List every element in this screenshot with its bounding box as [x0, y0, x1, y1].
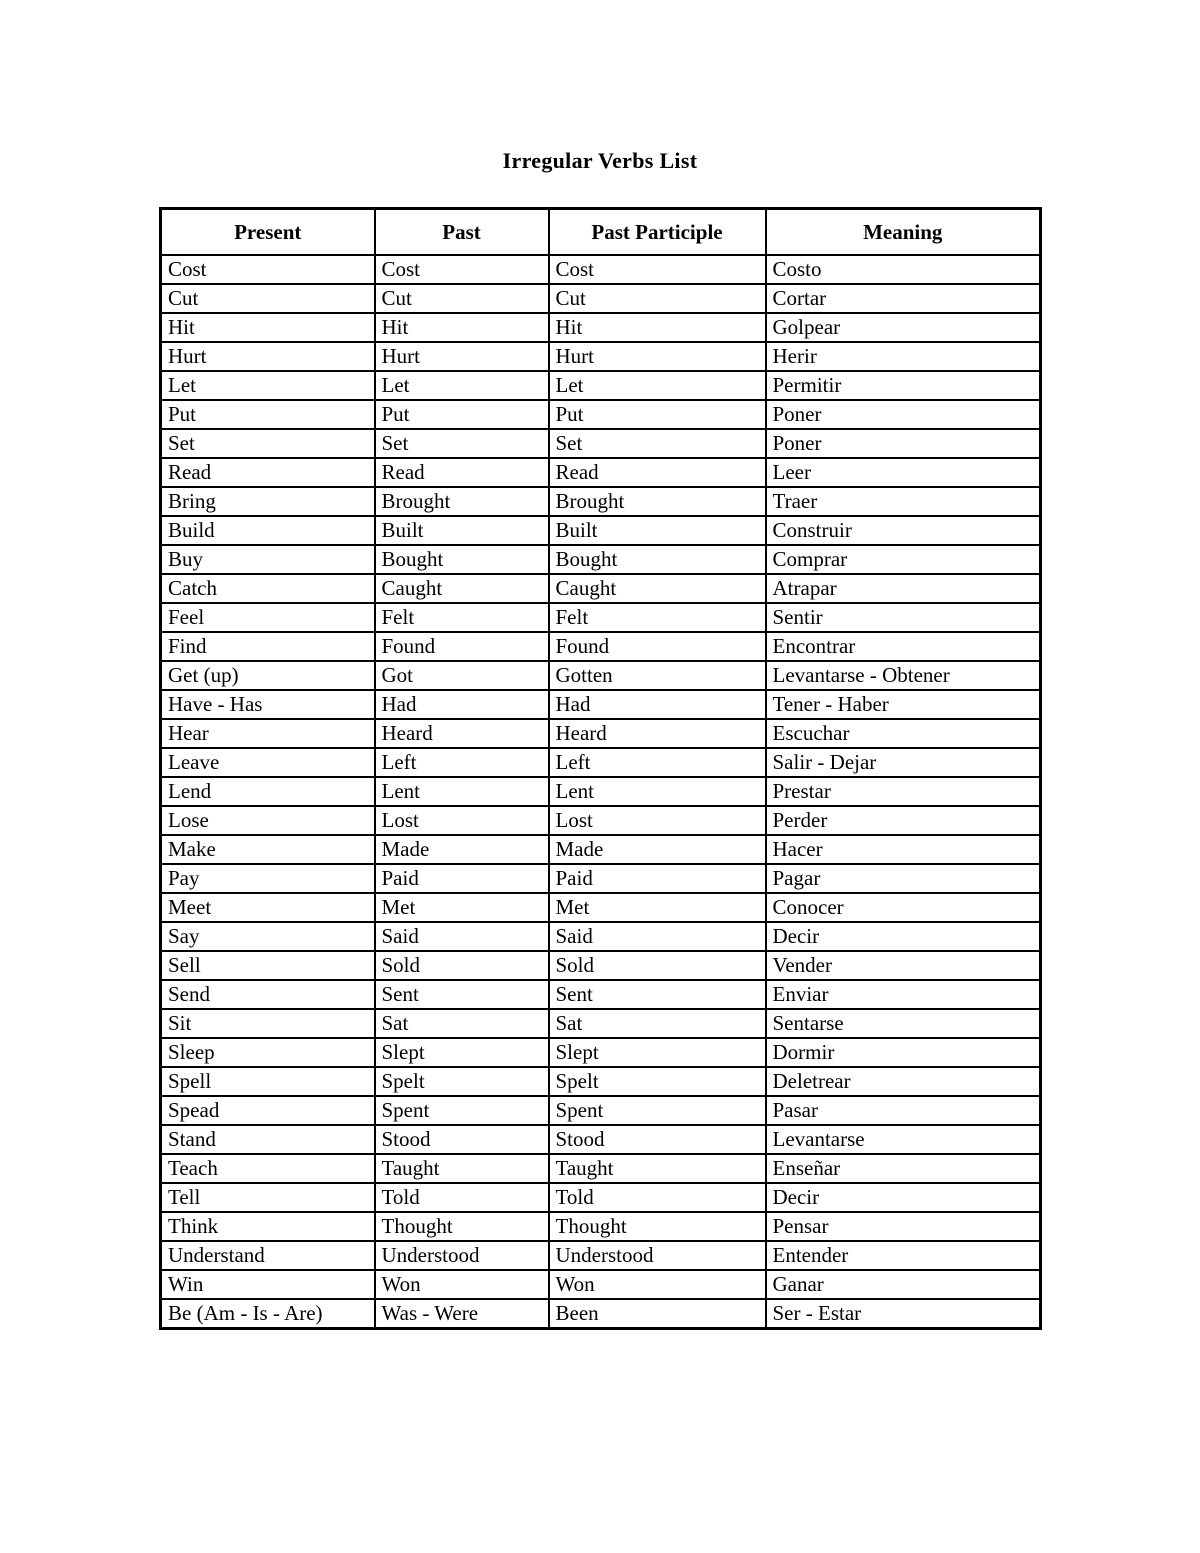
- present-cell: Spell: [161, 1067, 375, 1096]
- past-cell: Made: [375, 835, 549, 864]
- table-row: [161, 806, 1041, 835]
- table-row: [161, 864, 1041, 893]
- past-cell: Set: [375, 429, 549, 458]
- present-cell: Feel: [161, 603, 375, 632]
- table-row: [161, 661, 1041, 690]
- present-cell: Put: [161, 400, 375, 429]
- past-participle-cell: Cost: [549, 255, 766, 284]
- present-cell: Hit: [161, 313, 375, 342]
- table-row: [161, 342, 1041, 371]
- meaning-cell: Atrapar: [766, 574, 1041, 603]
- meaning-cell: Encontrar: [766, 632, 1041, 661]
- table-row: [161, 371, 1041, 400]
- past-cell: Built: [375, 516, 549, 545]
- present-cell: Hurt: [161, 342, 375, 371]
- meaning-cell: Hacer: [766, 835, 1041, 864]
- past-participle-cell: Brought: [549, 487, 766, 516]
- past-participle-cell: Had: [549, 690, 766, 719]
- meaning-cell: Construir: [766, 516, 1041, 545]
- meaning-cell: Perder: [766, 806, 1041, 835]
- meaning-cell: Traer: [766, 487, 1041, 516]
- present-cell: Make: [161, 835, 375, 864]
- past-participle-cell: Bought: [549, 545, 766, 574]
- present-cell: Catch: [161, 574, 375, 603]
- table-row: [161, 516, 1041, 545]
- past-participle-cell: Let: [549, 371, 766, 400]
- meaning-cell: Entender: [766, 1241, 1041, 1270]
- meaning-cell: Enseñar: [766, 1154, 1041, 1183]
- present-cell: Meet: [161, 893, 375, 922]
- table-row: [161, 1009, 1041, 1038]
- present-cell: Get (up): [161, 661, 375, 690]
- past-participle-cell: Told: [549, 1183, 766, 1212]
- past-cell: Brought: [375, 487, 549, 516]
- table-row: [161, 1212, 1041, 1241]
- past-participle-cell: Hurt: [549, 342, 766, 371]
- past-participle-cell: Built: [549, 516, 766, 545]
- present-cell: Spead: [161, 1096, 375, 1125]
- meaning-cell: Deletrear: [766, 1067, 1041, 1096]
- present-cell: Sell: [161, 951, 375, 980]
- past-participle-cell: Met: [549, 893, 766, 922]
- table-row: [161, 835, 1041, 864]
- table-row: [161, 284, 1041, 313]
- table-body: [161, 255, 1041, 1329]
- present-cell: Read: [161, 458, 375, 487]
- table-row: [161, 313, 1041, 342]
- table-row: [161, 1183, 1041, 1212]
- table-row: [161, 545, 1041, 574]
- table-row: [161, 1096, 1041, 1125]
- past-participle-cell: Sent: [549, 980, 766, 1009]
- past-cell: Heard: [375, 719, 549, 748]
- meaning-cell: Costo: [766, 255, 1041, 284]
- present-cell: Let: [161, 371, 375, 400]
- table-row: [161, 719, 1041, 748]
- meaning-cell: Golpear: [766, 313, 1041, 342]
- past-participle-cell: Spelt: [549, 1067, 766, 1096]
- present-cell: Understand: [161, 1241, 375, 1270]
- past-cell: Understood: [375, 1241, 549, 1270]
- table-row: [161, 951, 1041, 980]
- past-cell: Found: [375, 632, 549, 661]
- table-row: [161, 1299, 1041, 1329]
- meaning-cell: Sentarse: [766, 1009, 1041, 1038]
- irregular-verbs-table: [159, 207, 1042, 1330]
- meaning-cell: Herir: [766, 342, 1041, 371]
- table-row: [161, 603, 1041, 632]
- table-row: [161, 980, 1041, 1009]
- past-cell: Taught: [375, 1154, 549, 1183]
- meaning-cell: Salir - Dejar: [766, 748, 1041, 777]
- past-cell: Won: [375, 1270, 549, 1299]
- meaning-cell: Poner: [766, 429, 1041, 458]
- present-cell: Sleep: [161, 1038, 375, 1067]
- meaning-cell: Escuchar: [766, 719, 1041, 748]
- table-row: [161, 574, 1041, 603]
- meaning-cell: Leer: [766, 458, 1041, 487]
- present-cell: Teach: [161, 1154, 375, 1183]
- past-cell: Thought: [375, 1212, 549, 1241]
- present-cell: Stand: [161, 1125, 375, 1154]
- meaning-cell: Decir: [766, 922, 1041, 951]
- meaning-cell: Poner: [766, 400, 1041, 429]
- past-cell: Sold: [375, 951, 549, 980]
- table-row: [161, 748, 1041, 777]
- meaning-cell: Comprar: [766, 545, 1041, 574]
- meaning-cell: Levantarse: [766, 1125, 1041, 1154]
- past-participle-cell: Won: [549, 1270, 766, 1299]
- meaning-cell: Cortar: [766, 284, 1041, 313]
- table-row: [161, 893, 1041, 922]
- meaning-cell: Pasar: [766, 1096, 1041, 1125]
- present-cell: Bring: [161, 487, 375, 516]
- header-row: [161, 209, 1041, 256]
- past-cell: Felt: [375, 603, 549, 632]
- past-cell: Slept: [375, 1038, 549, 1067]
- table-row: [161, 1241, 1041, 1270]
- meaning-cell: Conocer: [766, 893, 1041, 922]
- past-cell: Was - Were: [375, 1299, 549, 1329]
- page-title: Irregular Verbs List: [502, 148, 698, 173]
- past-participle-cell: Put: [549, 400, 766, 429]
- past-cell: Paid: [375, 864, 549, 893]
- table-row: [161, 777, 1041, 806]
- header-past-participle: Past Participle: [549, 209, 766, 256]
- past-participle-cell: Caught: [549, 574, 766, 603]
- table-row: [161, 922, 1041, 951]
- past-participle-cell: Taught: [549, 1154, 766, 1183]
- present-cell: Say: [161, 922, 375, 951]
- present-cell: Lose: [161, 806, 375, 835]
- meaning-cell: Ganar: [766, 1270, 1041, 1299]
- past-participle-cell: Sat: [549, 1009, 766, 1038]
- meaning-cell: Vender: [766, 951, 1041, 980]
- past-participle-cell: Lent: [549, 777, 766, 806]
- table-row: [161, 1067, 1041, 1096]
- present-cell: Buy: [161, 545, 375, 574]
- past-participle-cell: Understood: [549, 1241, 766, 1270]
- table-row: [161, 690, 1041, 719]
- table-row: [161, 1270, 1041, 1299]
- table-row: [161, 458, 1041, 487]
- past-participle-cell: Found: [549, 632, 766, 661]
- table-row: [161, 255, 1041, 284]
- past-cell: Hurt: [375, 342, 549, 371]
- past-participle-cell: Cut: [549, 284, 766, 313]
- past-cell: Hit: [375, 313, 549, 342]
- past-cell: Got: [375, 661, 549, 690]
- past-cell: Told: [375, 1183, 549, 1212]
- past-cell: Lost: [375, 806, 549, 835]
- present-cell: Sit: [161, 1009, 375, 1038]
- past-cell: Bought: [375, 545, 549, 574]
- past-participle-cell: Spent: [549, 1096, 766, 1125]
- present-cell: Think: [161, 1212, 375, 1241]
- past-cell: Cut: [375, 284, 549, 313]
- table-row: [161, 1125, 1041, 1154]
- meaning-cell: Permitir: [766, 371, 1041, 400]
- past-cell: Put: [375, 400, 549, 429]
- present-cell: Tell: [161, 1183, 375, 1212]
- present-cell: Build: [161, 516, 375, 545]
- meaning-cell: Dormir: [766, 1038, 1041, 1067]
- table-row: [161, 1038, 1041, 1067]
- present-cell: Have - Has: [161, 690, 375, 719]
- past-cell: Lent: [375, 777, 549, 806]
- present-cell: Leave: [161, 748, 375, 777]
- past-participle-cell: Stood: [549, 1125, 766, 1154]
- present-cell: Send: [161, 980, 375, 1009]
- table-header: [161, 209, 1041, 256]
- table-row: [161, 1154, 1041, 1183]
- past-cell: Let: [375, 371, 549, 400]
- past-cell: Sent: [375, 980, 549, 1009]
- past-cell: Left: [375, 748, 549, 777]
- present-cell: Find: [161, 632, 375, 661]
- meaning-cell: Decir: [766, 1183, 1041, 1212]
- past-participle-cell: Set: [549, 429, 766, 458]
- header-meaning: Meaning: [766, 209, 1041, 256]
- meaning-cell: Pensar: [766, 1212, 1041, 1241]
- past-participle-cell: Sold: [549, 951, 766, 980]
- past-cell: Said: [375, 922, 549, 951]
- present-cell: Cost: [161, 255, 375, 284]
- present-cell: Cut: [161, 284, 375, 313]
- past-participle-cell: Left: [549, 748, 766, 777]
- table-row: [161, 400, 1041, 429]
- past-cell: Met: [375, 893, 549, 922]
- past-cell: Read: [375, 458, 549, 487]
- past-cell: Sat: [375, 1009, 549, 1038]
- present-cell: Lend: [161, 777, 375, 806]
- meaning-cell: Enviar: [766, 980, 1041, 1009]
- present-cell: Hear: [161, 719, 375, 748]
- past-cell: Spelt: [375, 1067, 549, 1096]
- meaning-cell: Levantarse - Obtener: [766, 661, 1041, 690]
- present-cell: Be (Am - Is - Are): [161, 1299, 375, 1329]
- present-cell: Set: [161, 429, 375, 458]
- past-participle-cell: Slept: [549, 1038, 766, 1067]
- past-participle-cell: Said: [549, 922, 766, 951]
- past-participle-cell: Made: [549, 835, 766, 864]
- past-participle-cell: Read: [549, 458, 766, 487]
- meaning-cell: Sentir: [766, 603, 1041, 632]
- meaning-cell: Ser - Estar: [766, 1299, 1041, 1329]
- table-row: [161, 632, 1041, 661]
- past-cell: Had: [375, 690, 549, 719]
- header-past: Past: [375, 209, 549, 256]
- meaning-cell: Prestar: [766, 777, 1041, 806]
- table-row: [161, 487, 1041, 516]
- meaning-cell: Tener - Haber: [766, 690, 1041, 719]
- past-participle-cell: Been: [549, 1299, 766, 1329]
- past-cell: Caught: [375, 574, 549, 603]
- past-cell: Spent: [375, 1096, 549, 1125]
- header-present: Present: [161, 209, 375, 256]
- present-cell: Pay: [161, 864, 375, 893]
- present-cell: Win: [161, 1270, 375, 1299]
- past-participle-cell: Gotten: [549, 661, 766, 690]
- table-row: [161, 429, 1041, 458]
- past-cell: Stood: [375, 1125, 549, 1154]
- past-participle-cell: Thought: [549, 1212, 766, 1241]
- past-participle-cell: Heard: [549, 719, 766, 748]
- past-cell: Cost: [375, 255, 549, 284]
- meaning-cell: Pagar: [766, 864, 1041, 893]
- past-participle-cell: Paid: [549, 864, 766, 893]
- past-participle-cell: Hit: [549, 313, 766, 342]
- past-participle-cell: Lost: [549, 806, 766, 835]
- past-participle-cell: Felt: [549, 603, 766, 632]
